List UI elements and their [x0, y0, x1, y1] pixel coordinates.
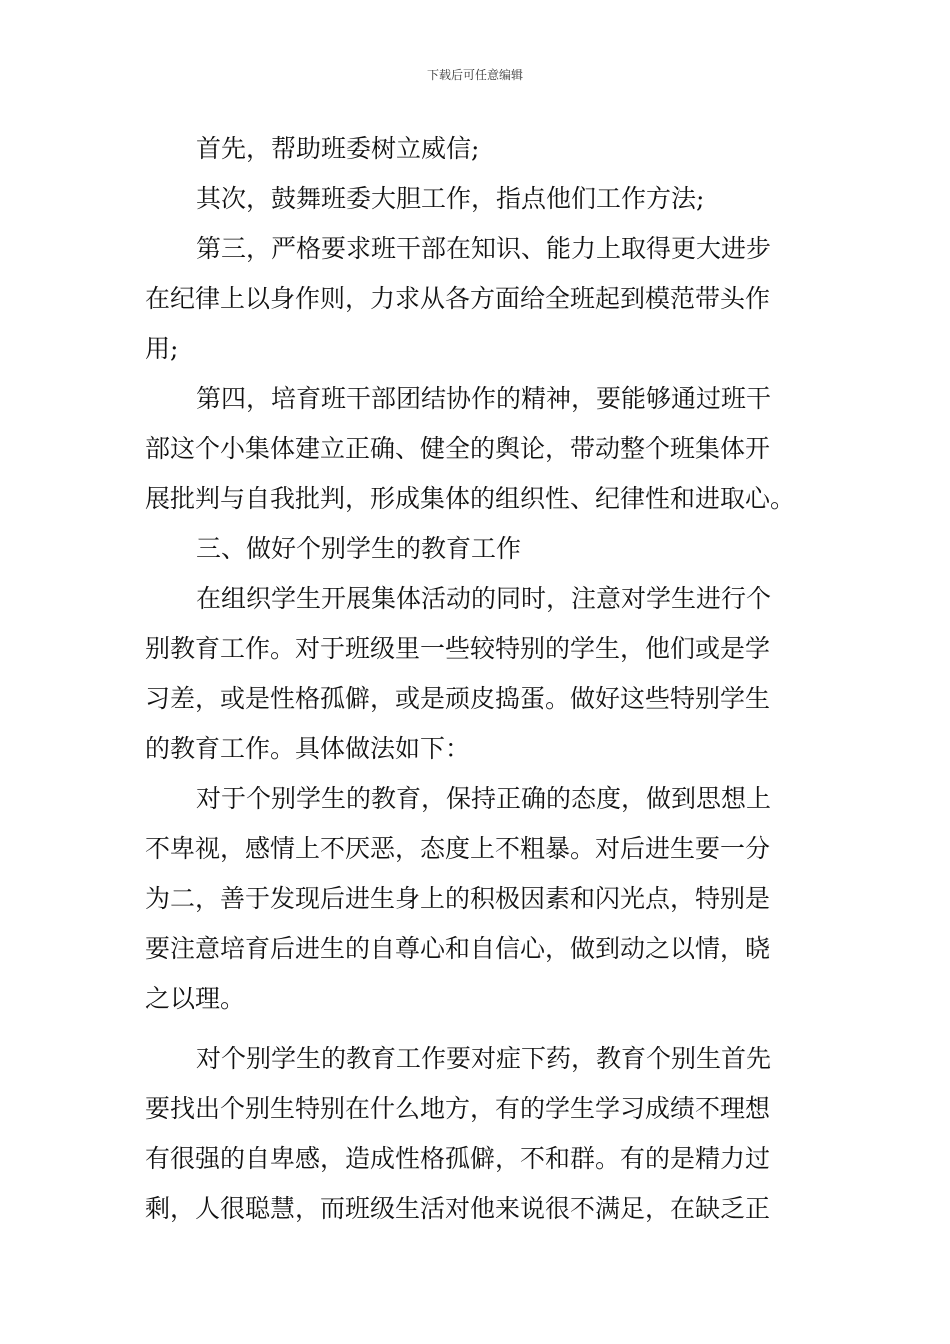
text-line: 不卑视，感情上不厌恶，态度上不粗暴。对后进生要一分: [145, 834, 771, 863]
header-note: 下载后可任意编辑: [426, 68, 523, 82]
text-line: 为二，善于发现后进生身上的积极因素和闪光点，特别是: [145, 884, 771, 913]
text-line: 要注意培育后进生的自尊心和自信心，做到动之以情，晓: [145, 934, 771, 963]
text-line: 对于个别学生的教育，保持正确的态度，做到思想上: [196, 784, 772, 813]
text-line: 其次，鼓舞班委大胆工作，指点他们工作方法;: [196, 184, 705, 213]
text-line: 别教育工作。对于班级里一些较特别的学生，他们或是学: [145, 634, 771, 663]
text-line: 有很强的自卑感，造成性格孤僻，不和群。有的是精力过: [145, 1144, 771, 1173]
text-line: 在纪律上以身作则，力求从各方面给全班起到模范带头作: [145, 284, 771, 313]
text-line: 习差，或是性格孤僻，或是顽皮捣蛋。做好这些特别学生: [145, 684, 771, 713]
text-line: 第三，严格要求班干部在知识、能力上取得更大进步: [196, 234, 772, 263]
text-line: 用;: [145, 334, 179, 363]
text-line: 之以理。: [145, 984, 246, 1013]
text-line: 在组织学生开展集体活动的同时，注意对学生进行个: [196, 584, 772, 613]
paragraph-gap: [145, 1024, 810, 1034]
text-line: 剩，人很聪慧，而班级生活对他来说很不满足，在缺乏正: [145, 1194, 771, 1223]
text-line: 三、做好个别学生的教育工作: [196, 534, 522, 563]
text-line: 部这个小集体建立正确、健全的舆论，带动整个班集体开: [145, 434, 771, 463]
document-body: [145, 124, 810, 1234]
text-line: 第四，培育班干部团结协作的精神，要能够通过班干: [196, 384, 772, 413]
text-line: 首先，帮助班委树立威信;: [196, 134, 480, 163]
text-line: 的教育工作。具体做法如下：: [145, 734, 471, 763]
text-line: 要找出个别生特别在什么地方，有的学生学习成绩不理想: [145, 1094, 771, 1123]
text-line: 展批判与自我批判，形成集体的组织性、纪律性和进取心。: [145, 484, 796, 513]
text-line: 对个别学生的教育工作要对症下药，教育个别生首先: [196, 1044, 772, 1073]
